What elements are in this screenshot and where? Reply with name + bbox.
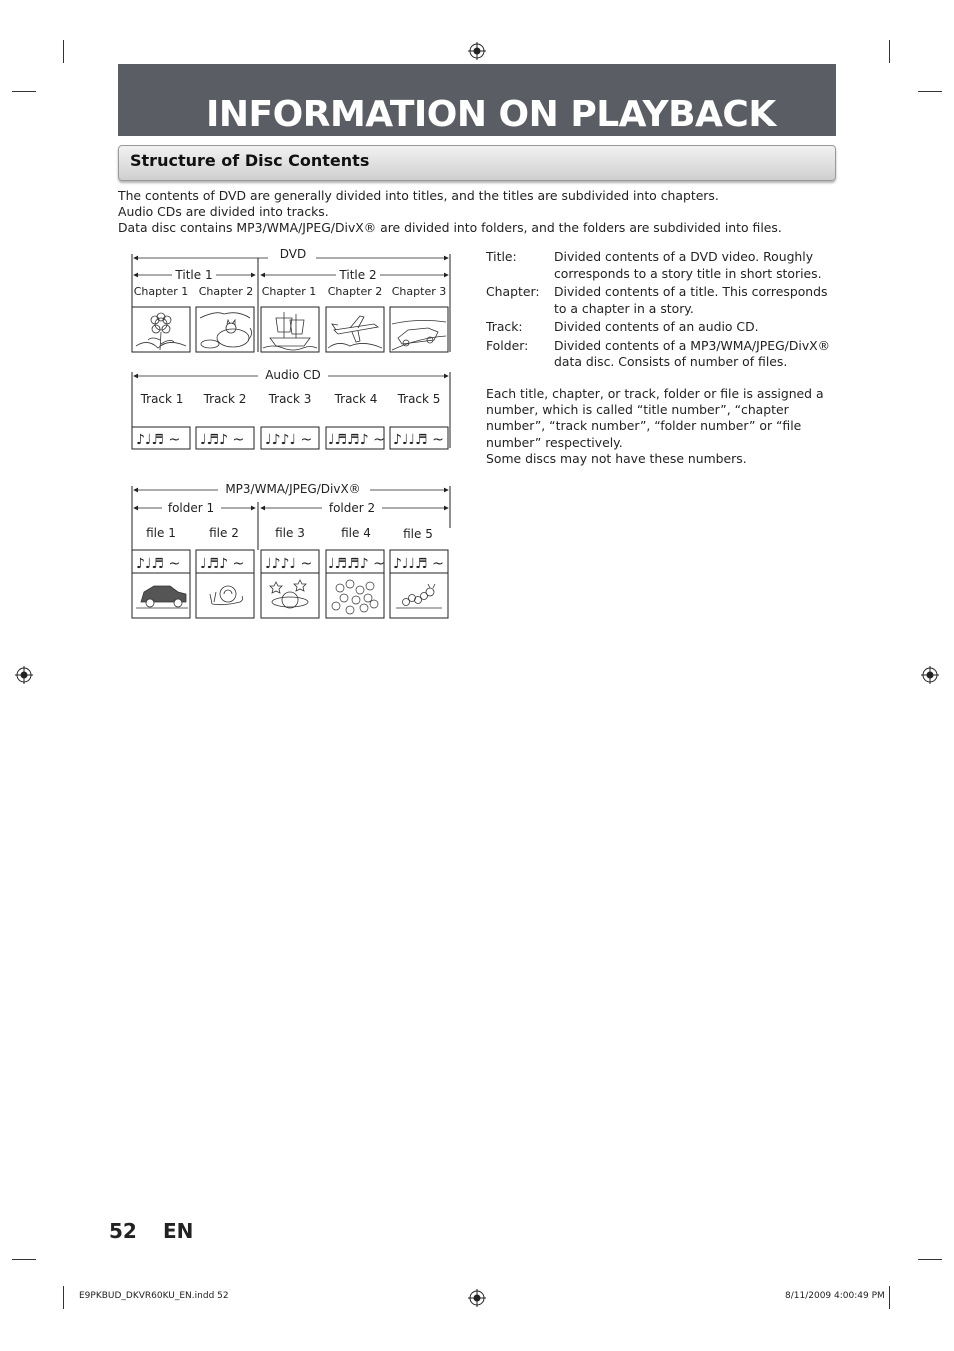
disc-structure-diagram <box>128 240 458 625</box>
definition-term: Track: <box>486 319 523 334</box>
airplane-illustration-icon <box>328 316 382 348</box>
music-notes-icon: ♩♪♪♩ ~ <box>265 432 313 448</box>
music-notes-icon: ♩♪♪♩ ~ <box>265 556 313 572</box>
track-label: Track 4 <box>334 392 378 406</box>
planet-illustration-icon <box>270 580 308 608</box>
file-label: file 1 <box>146 526 176 540</box>
music-notes-icon: ♪♩♩♬ ~ <box>393 432 444 448</box>
title-label: Title 1 <box>175 268 213 282</box>
title-label: Title 2 <box>339 268 377 282</box>
definition-row <box>486 338 841 371</box>
definition-text: Divided contents of an audio CD. <box>554 319 759 334</box>
page-title: INFORMATION ON PLAYBACK <box>206 94 776 135</box>
language-code: EN <box>163 1219 194 1243</box>
crop-mark <box>63 40 64 63</box>
chapter-label: Chapter 1 <box>261 285 317 298</box>
file-label: file 4 <box>341 526 371 540</box>
chapter-picture-box <box>390 307 448 352</box>
intro-line: Data disc contains MP3/WMA/JPEG/DivX® are divided into folders, and the folders are subdivided into files. <box>118 220 782 235</box>
footer-file-name: E9PKBUD_DKVR60KU_EN.indd 52 <box>79 1291 229 1301</box>
definition-row <box>486 249 841 282</box>
caterpillar-illustration-icon <box>396 584 442 608</box>
music-notes-icon: ♪♩♬ ~ <box>136 432 181 448</box>
definition-text: Divided contents of a DVD video. Roughly corresponds to a story title in short stories. <box>554 249 822 281</box>
cat-illustration-icon <box>200 313 252 348</box>
definition-text: Divided contents of a title. This corresponds to a chapter in a story. <box>554 284 828 316</box>
definition-text: Divided contents of a MP3/WMA/JPEG/DivX® data disc. Consists of number of files. <box>554 337 831 369</box>
registration-mark-icon <box>468 42 486 60</box>
file-label: file 3 <box>275 526 305 540</box>
audio-cd-label: Audio CD <box>265 368 321 382</box>
music-notes-icon: ♩♬♬♪ ~ <box>328 556 385 572</box>
folder-label: folder 2 <box>328 501 376 515</box>
definition-term: Chapter: <box>486 284 540 299</box>
notes-paragraph: Each title, chapter, or track, folder or file is assigned a number, which is called “title number”, “chapter number”, “track number”, “folder number” or “file number” respectively. <box>486 386 824 450</box>
crop-mark <box>918 1259 942 1260</box>
track-label: Track 3 <box>268 392 312 406</box>
registration-mark-icon <box>921 666 939 684</box>
music-notes-icon: ♩♬♬♪ ~ <box>328 432 385 448</box>
crop-mark <box>12 1259 36 1260</box>
data-disc-label: MP3/WMA/JPEG/DivX® <box>225 482 361 496</box>
crop-mark <box>918 91 942 92</box>
crop-mark <box>63 1286 64 1309</box>
definition-term: Title: <box>486 249 517 264</box>
car-illustration-icon <box>136 586 188 608</box>
track-label: Track 2 <box>203 392 247 406</box>
chapter-label: Chapter 2 <box>198 285 254 298</box>
data-disc-section <box>132 482 450 618</box>
notes-text <box>486 386 841 467</box>
intro-text <box>118 188 838 236</box>
car-illustration-icon <box>392 320 446 350</box>
intro-line: Audio CDs are divided into tracks. <box>118 204 329 219</box>
music-notes-icon: ♩♬♪ ~ <box>200 432 245 448</box>
crop-mark <box>889 40 890 63</box>
crop-mark <box>889 1286 890 1309</box>
track-label: Track 5 <box>397 392 441 406</box>
music-notes-icon: ♪♩♩♬ ~ <box>393 556 444 572</box>
notes-paragraph: Some discs may not have these numbers. <box>486 450 747 466</box>
flowers-illustration-icon <box>332 580 378 614</box>
registration-mark-icon <box>15 666 33 684</box>
chapter-label: Chapter 2 <box>327 285 383 298</box>
definitions-list <box>486 249 841 373</box>
footer-date: 8/11/2009 4:00:49 PM <box>785 1291 885 1301</box>
definition-row <box>486 284 841 317</box>
file-label: file 2 <box>209 526 239 540</box>
flower-illustration-icon <box>136 313 186 350</box>
music-notes-icon: ♪♩♬ ~ <box>136 556 181 572</box>
definition-row <box>486 319 841 336</box>
ship-illustration-icon <box>263 312 317 350</box>
track-label: Track 1 <box>140 392 184 406</box>
chapter-label: Chapter 1 <box>133 285 189 298</box>
crop-mark <box>12 91 36 92</box>
folder-label: folder 1 <box>167 501 215 515</box>
intro-line: The contents of DVD are generally divided into titles, and the titles are subdivided into chapters. <box>118 188 719 203</box>
chapter-label: Chapter 3 <box>391 285 447 298</box>
registration-mark-icon <box>468 1289 486 1307</box>
dvd-section <box>132 247 450 352</box>
file-label: file 5 <box>403 527 433 541</box>
dvd-label: DVD <box>279 247 307 261</box>
snail-illustration-icon <box>210 586 243 605</box>
page-number: 52 <box>109 1219 137 1243</box>
audio-cd-section <box>132 368 450 449</box>
section-title: Structure of Disc Contents <box>130 151 370 170</box>
definition-term: Folder: <box>486 337 529 353</box>
music-notes-icon: ♩♬♪ ~ <box>200 556 245 572</box>
